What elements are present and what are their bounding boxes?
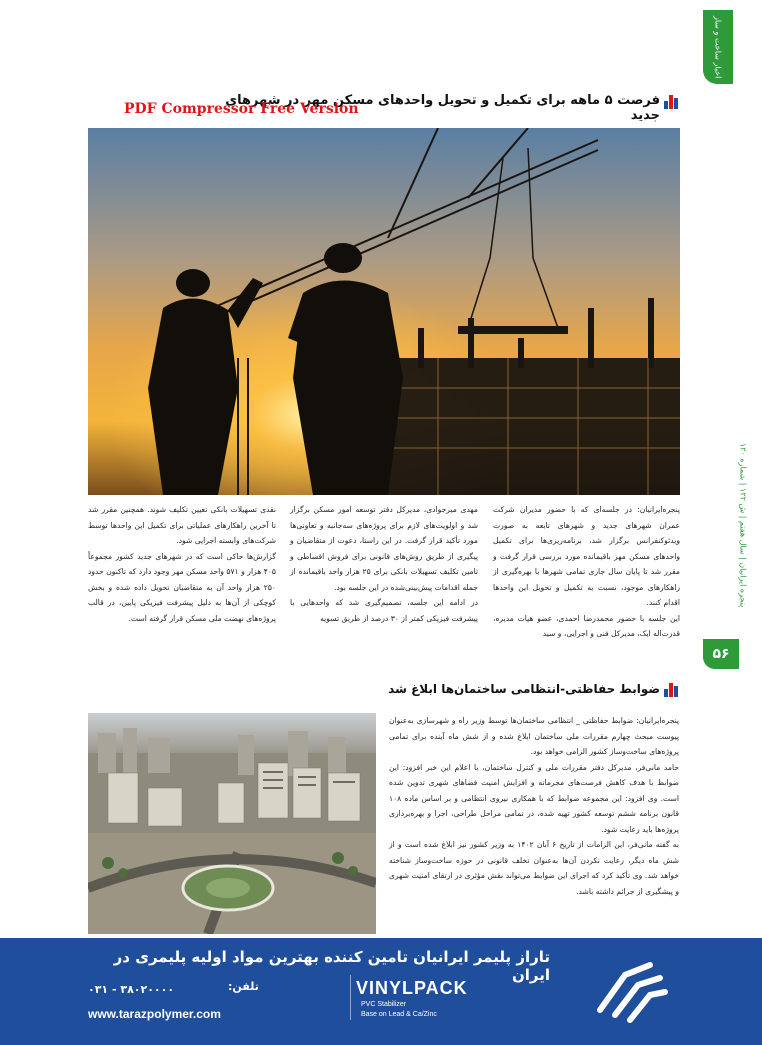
paragraph: مهدی میرجوادی، مدیرکل دفتر توسعه امور مسکن برگزار شد و اولویت‌های لازم برای پروژه‌های سه‌جانبه و تعاونی‌ها مورد تأکید قرار گرفت. در این راستا، دعوت از متقاضیان و پیگیری از طریق روش‌های قانونی برای فروش اقساطی و تامین تکلیف تسهیلات بانکی برای ۲۵ هزار واحد باقیمانده از جمله اقدامات پیش‌بینی‌شده در این جلسه بود. xyxy=(290,505,479,592)
ad-slogan: تاراز پلیمر ایرانیان تامین کننده بهترین مواد اولیه پلیمری در ایران xyxy=(113,948,550,984)
ad-product-line: PVC Stabilizer xyxy=(361,1001,407,1008)
watermark-text: PDF Compressor Free Version xyxy=(124,101,359,117)
article-title: ضوابط حفاظتی-انتظامی ساختمان‌ها ابلاغ شد xyxy=(388,682,660,696)
paragraph: پنجره‌ایرانیان: ضوابط حفاظتی _ انتظامی ساختمان‌ها توسط وزیر راه و شهرسازی به‌عنوان پیوست مبحث چهارم مقررات ملی ساختمان ابلاغ شده و از شش ماه آینده برای تمامی پروژه‌های ساخت‌وساز کشور الزامی خواهد بود. xyxy=(389,716,679,756)
paragraph: نقدی تسهیلات بانکی تعیین تکلیف شوند. همچنین مقرر شد تا آخرین راهکارهای عملیاتی برای تکمیل این واحدها توسط شرکت‌های وابسته اجرایی شود. xyxy=(88,505,276,545)
paragraph: حامد مانی‌فر، مدیرکل دفتر مقررات ملی و کنترل ساختمان، با اعلام این خبر افزود: این ضوابط با هدف کاهش فرصت‌های مجرمانه و افزایش امنیت فضاهای شهری تدوین شده است. وی افزود: این مجموعه ضوابط که با همکاری نیروی انتظامی و بر اساس ماده ۱۰۸ قانون برنامه ششم توسعه کشور تهیه شده، در تمامی مراحل طراحی، اجرا و بهره‌برداری پروژه‌ها باید رعایت شود. xyxy=(389,762,679,834)
paragraph: در ادامه این جلسه، تصمیم‌گیری شد که واحدهایی با پیشرفت فیزیکی کمتر از ۳۰ درصد از طریق تسویه xyxy=(290,598,478,623)
page-number: ۵۶ xyxy=(703,639,739,669)
ad-phone-label: تلفن: xyxy=(228,980,259,993)
paragraph: پنجره‌ایرانیان: در جلسه‌ای که با حضور مدیران شرکت عمران شهرهای جدید و شهرهای تابعه به صورت ویدئوکنفرانس برگزار شد، برنامه‌ریزی‌ها برای تکمیل واحدهای مسکن مهر باقیمانده مورد بررسی قرار گرفت و مقرر شد تا پایان سال جاری تمامی شهرها با بهره‌گیری از راهکارهای موجود، نسبت به تکمیل و تحویل این واحدها اقدام کنند. xyxy=(493,505,680,607)
section-tab xyxy=(703,10,733,84)
paragraph: به گفته مانی‌فر، این الزامات از تاریخ ۶ آبان ۱۴۰۲ به وزیر کشور نیز ابلاغ شده است و از شش ماه دیگر، رعایت نکردن آن‌ها به‌عنوان تخلف قانونی در حوزه ساخت‌وساز شناخته خواهد شد. وی تأکید کرد که اجرای این ضوابط می‌تواند نقش مؤثری در ارتقای امنیت شهری و پیشگیری از جرائم داشته باشد. xyxy=(389,840,679,896)
city-aerial-photo xyxy=(88,713,376,934)
construction-photo xyxy=(88,128,680,495)
paragraph: این جلسه با حضور محمدرضا احمدی، عضو هیات مدیره، قدرت‌اله ایک، مدیرکل فنی و اجرایی، و سید xyxy=(493,613,680,638)
divider xyxy=(350,975,351,1020)
ad-product-detail: Base on Lead & Ca/Zinc xyxy=(361,1011,437,1018)
article-column-1 xyxy=(493,502,680,642)
ad-phone: ۰۳۱ - ۳۸۰۲۰۰۰۰ xyxy=(88,983,175,996)
article-column-3 xyxy=(88,502,276,626)
paragraph: گزارش‌ها حاکی است که در شهرهای جدید کشور مجموعاً ۴۰۵ هزار و ۵۷۱ واحد مسکن مهر وجود دارد که تاکنون حدود ۲۵۰ هزار واحد آن به متقاضیان تحویل داده شده و بخش کوچکی از آن‌ها به دلیل پیشرفت فیزیکی پایین، در قالب پروژه‌های نهضت ملی مسکن قرار گرفته است. xyxy=(88,551,276,623)
section-tab-label: اخبار ساخت و ساز xyxy=(713,15,723,79)
heading-bullet-icon xyxy=(664,95,678,109)
heading-bullet-icon xyxy=(664,683,678,697)
article-column xyxy=(389,713,679,899)
ad-website-link[interactable]: www.tarazpolymer.com xyxy=(88,1007,221,1021)
article-title: فرصت ۵ ماهه برای تکمیل و تحویل واحدهای مسکن مهر در شهرهای جدید xyxy=(225,93,660,123)
article-column-2 xyxy=(290,502,478,626)
taraz-logo-icon xyxy=(590,950,670,1030)
ad-brand: VINYLPACK xyxy=(356,978,468,998)
magazine-info: پنجره ایرانیان | سال هفتم | ش ۱۲۲ | شماره ۱۲۰ xyxy=(738,442,748,608)
